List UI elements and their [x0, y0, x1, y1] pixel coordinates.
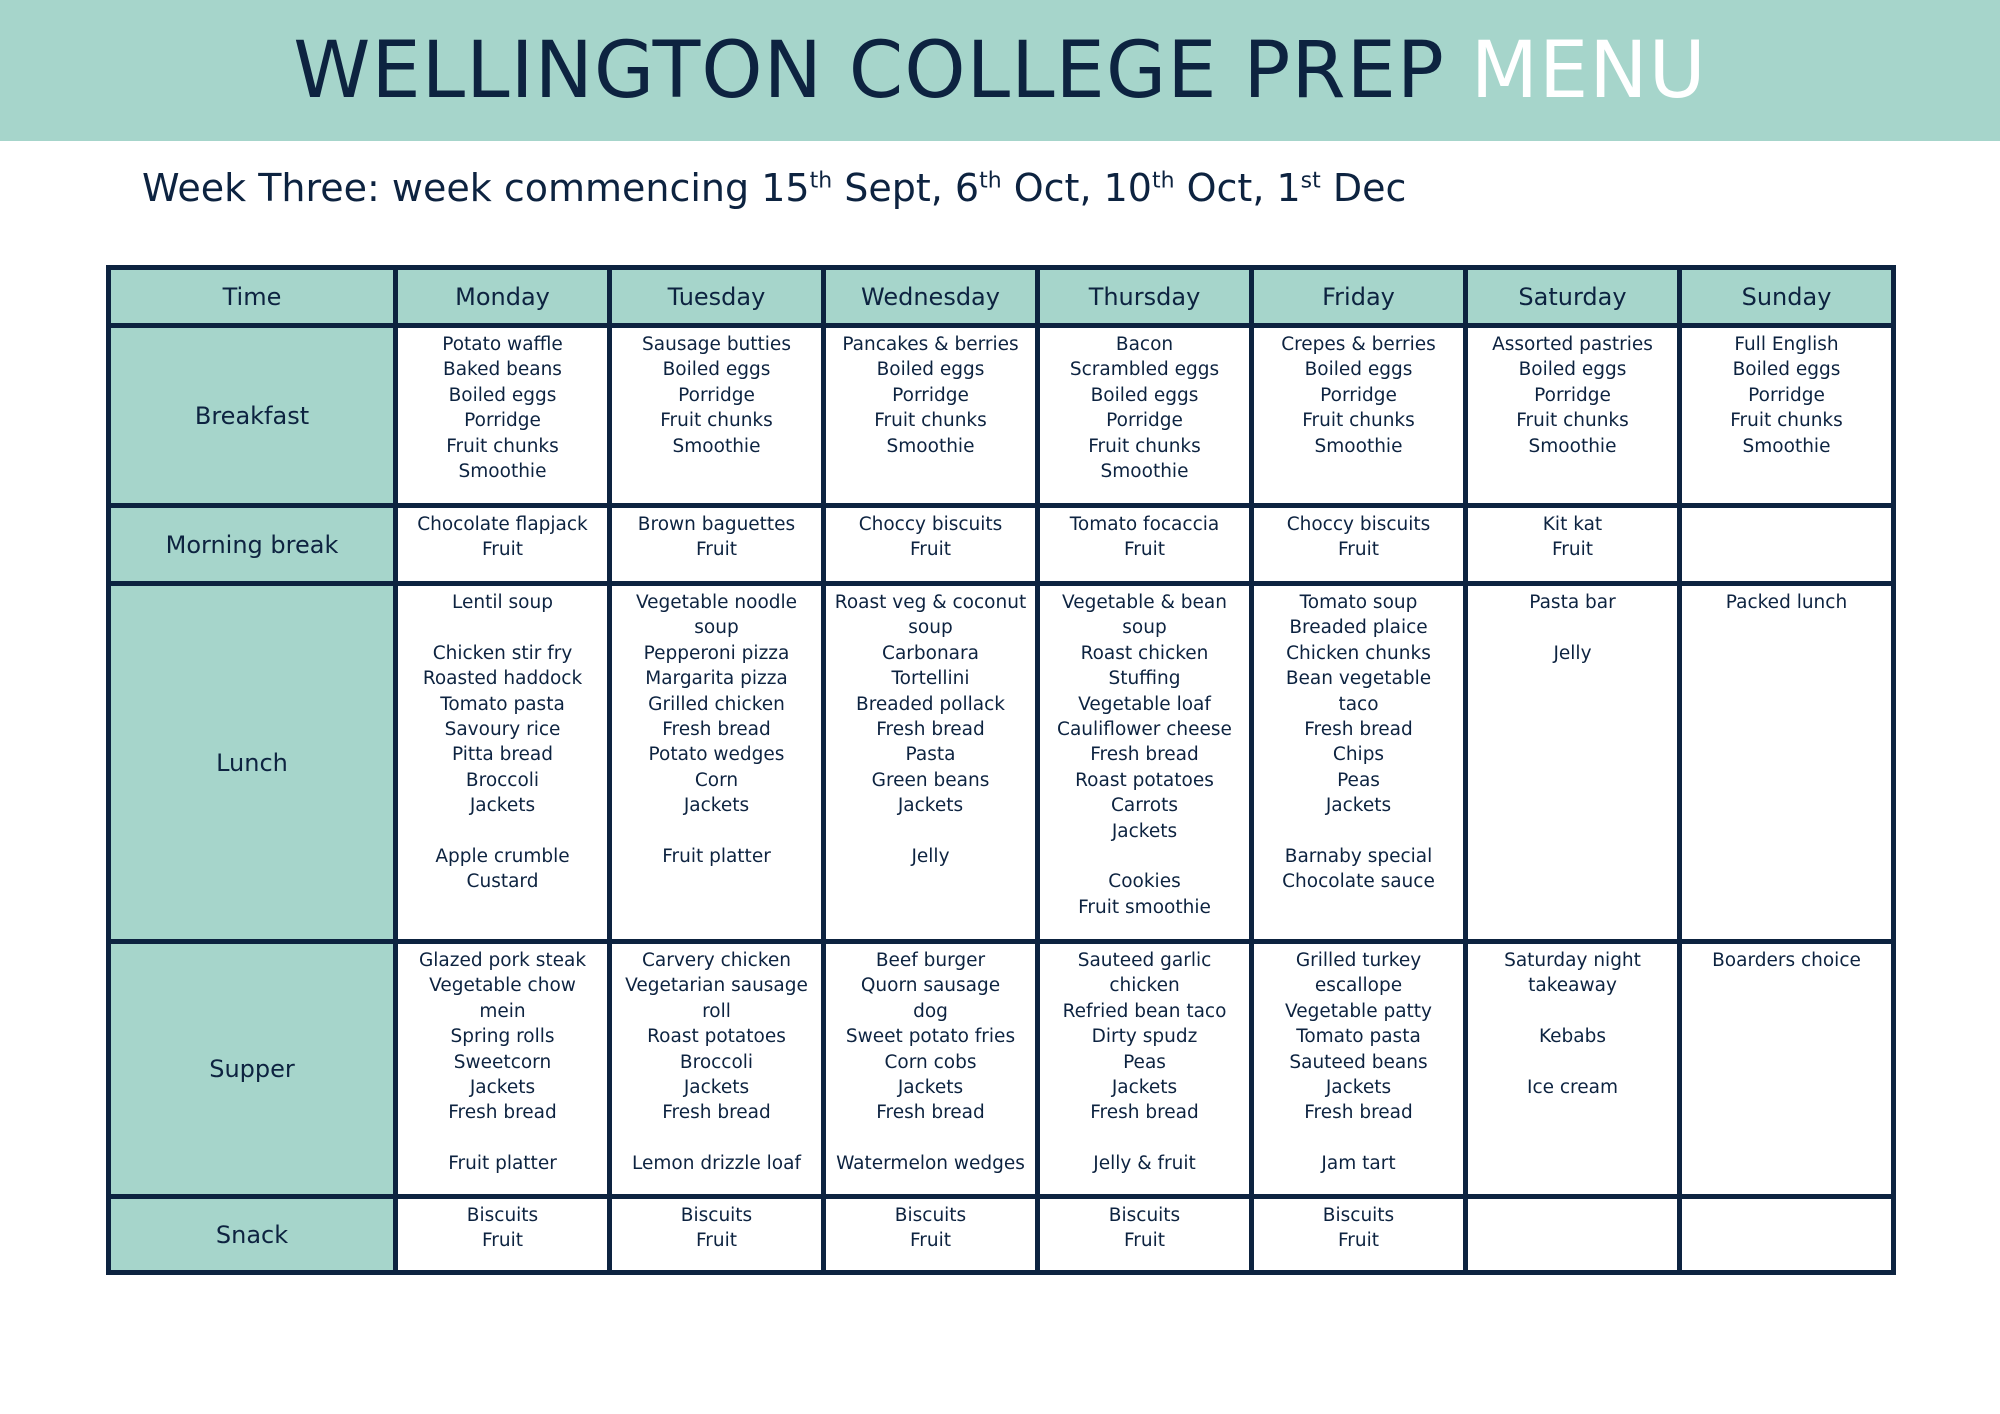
breakfast-wednesday-cell: Pancakes & berries Boiled eggs Porridge Fruit chunks Smoothie: [824, 326, 1038, 506]
snack-friday-cell: Biscuits Fruit: [1252, 1197, 1466, 1273]
breakfast-saturday-cell: Assorted pastries Boiled eggs Porridge Fruit chunks Smoothie: [1466, 326, 1680, 506]
snack-tuesday-cell: Biscuits Fruit: [610, 1197, 824, 1273]
header-thursday: Thursday: [1038, 268, 1252, 326]
header-wednesday: Wednesday: [824, 268, 1038, 326]
table-row-breakfast: [109, 326, 1894, 506]
header-tuesday: Tuesday: [610, 268, 824, 326]
lunch-friday-cell: Tomato soup Breaded plaice Chicken chunks Bean vegetable taco Fresh bread Chips Peas Jackets Barnaby special Chocolate sauce: [1252, 584, 1466, 942]
supper-sunday-cell: Boarders choice: [1680, 942, 1894, 1197]
header-monday: Monday: [396, 268, 610, 326]
lunch-monday-cell: Lentil soup Chicken stir fry Roasted haddock Tomato pasta Savoury rice Pitta bread Broccoli Jackets Apple crumble Custard: [396, 584, 610, 942]
supper-wednesday-cell: Beef burger Quorn sausage dog Sweet potato fries Corn cobs Jackets Fresh bread Watermelon wedges: [824, 942, 1038, 1197]
row-label-lunch: Lunch: [109, 584, 396, 942]
breakfast-sunday-cell: Full English Boiled eggs Porridge Fruit chunks Smoothie: [1680, 326, 1894, 506]
snack-wednesday-cell: Biscuits Fruit: [824, 1197, 1038, 1273]
subtitle-part-4: Oct, 1: [1174, 166, 1301, 210]
table-row-supper: [109, 942, 1894, 1197]
morning-break-monday-cell: Chocolate flapjack Fruit: [396, 506, 610, 584]
subtitle-sup-4: st: [1300, 168, 1321, 194]
row-label-morning-break: Morning break: [109, 506, 396, 584]
subtitle-sup-3: th: [1151, 168, 1175, 194]
supper-tuesday-cell: Carvery chicken Vegetarian sausage roll Roast potatoes Broccoli Jackets Fresh bread Lemon drizzle loaf: [610, 942, 824, 1197]
lunch-saturday-cell: Pasta bar Jelly: [1466, 584, 1680, 942]
header-sunday: Sunday: [1680, 268, 1894, 326]
row-label-supper: Supper: [109, 942, 396, 1197]
morning-break-saturday-cell: Kit kat Fruit: [1466, 506, 1680, 584]
snack-sunday-cell: [1680, 1197, 1894, 1273]
supper-thursday-cell: Sauteed garlic chicken Refried bean taco Dirty spudz Peas Jackets Fresh bread Jelly & fruit: [1038, 942, 1252, 1197]
lunch-sunday-cell: Packed lunch: [1680, 584, 1894, 942]
breakfast-friday-cell: Crepes & berries Boiled eggs Porridge Fruit chunks Smoothie: [1252, 326, 1466, 506]
subtitle-part-5: Dec: [1320, 166, 1407, 210]
subtitle-sup-2: th: [979, 168, 1002, 194]
subtitle-sup-1: th: [809, 168, 833, 194]
table-row-snack: [109, 1197, 1894, 1273]
page-title: [293, 25, 1707, 116]
page-title-main: WELLINGTON COLLEGE PREP: [293, 25, 1445, 116]
page-title-accent: MENU: [1470, 25, 1707, 116]
supper-monday-cell: Glazed pork steak Vegetable chow mein Spring rolls Sweetcorn Jackets Fresh bread Fruit platter: [396, 942, 610, 1197]
morning-break-thursday-cell: Tomato focaccia Fruit: [1038, 506, 1252, 584]
lunch-tuesday-cell: Vegetable noodle soup Pepperoni pizza Margarita pizza Grilled chicken Fresh bread Potato wedges Corn Jackets Fruit platter: [610, 584, 824, 942]
breakfast-tuesday-cell: Sausage butties Boiled eggs Porridge Fruit chunks Smoothie: [610, 326, 824, 506]
header-saturday: Saturday: [1466, 268, 1680, 326]
subtitle-part-2: Sept, 6: [832, 166, 980, 210]
row-label-snack: Snack: [109, 1197, 396, 1273]
row-label-breakfast: Breakfast: [109, 326, 396, 506]
subtitle-part-3: Oct, 10: [1001, 166, 1152, 210]
supper-saturday-cell: Saturday night takeaway Kebabs Ice cream: [1466, 942, 1680, 1197]
breakfast-monday-cell: Potato waffle Baked beans Boiled eggs Porridge Fruit chunks Smoothie: [396, 326, 610, 506]
snack-saturday-cell: [1466, 1197, 1680, 1273]
lunch-thursday-cell: Vegetable & bean soup Roast chicken Stuffing Vegetable loaf Cauliflower cheese Fresh bread Roast potatoes Carrots Jackets Cookies Fruit smoothie: [1038, 584, 1252, 942]
snack-monday-cell: Biscuits Fruit: [396, 1197, 610, 1273]
subtitle-prefix: Week Three: week commencing 15: [142, 166, 810, 210]
title-banner: [0, 0, 2000, 141]
morning-break-tuesday-cell: Brown baguettes Fruit: [610, 506, 824, 584]
supper-friday-cell: Grilled turkey escallope Vegetable patty Tomato pasta Sauteed beans Jackets Fresh bread Jam tart: [1252, 942, 1466, 1197]
breakfast-thursday-cell: Bacon Scrambled eggs Boiled eggs Porridge Fruit chunks Smoothie: [1038, 326, 1252, 506]
morning-break-friday-cell: Choccy biscuits Fruit: [1252, 506, 1466, 584]
snack-thursday-cell: Biscuits Fruit: [1038, 1197, 1252, 1273]
morning-break-sunday-cell: [1680, 506, 1894, 584]
header-time: Time: [109, 268, 396, 326]
lunch-wednesday-cell: Roast veg & coconut soup Carbonara Tortellini Breaded pollack Fresh bread Pasta Green beans Jackets Jelly: [824, 584, 1038, 942]
morning-break-wednesday-cell: Choccy biscuits Fruit: [824, 506, 1038, 584]
header-friday: Friday: [1252, 268, 1466, 326]
menu-table: [106, 265, 1896, 1275]
week-subtitle: [142, 166, 1406, 210]
table-header-row: [109, 268, 1894, 326]
table-row-lunch: [109, 584, 1894, 942]
table-row-morning-break: [109, 506, 1894, 584]
